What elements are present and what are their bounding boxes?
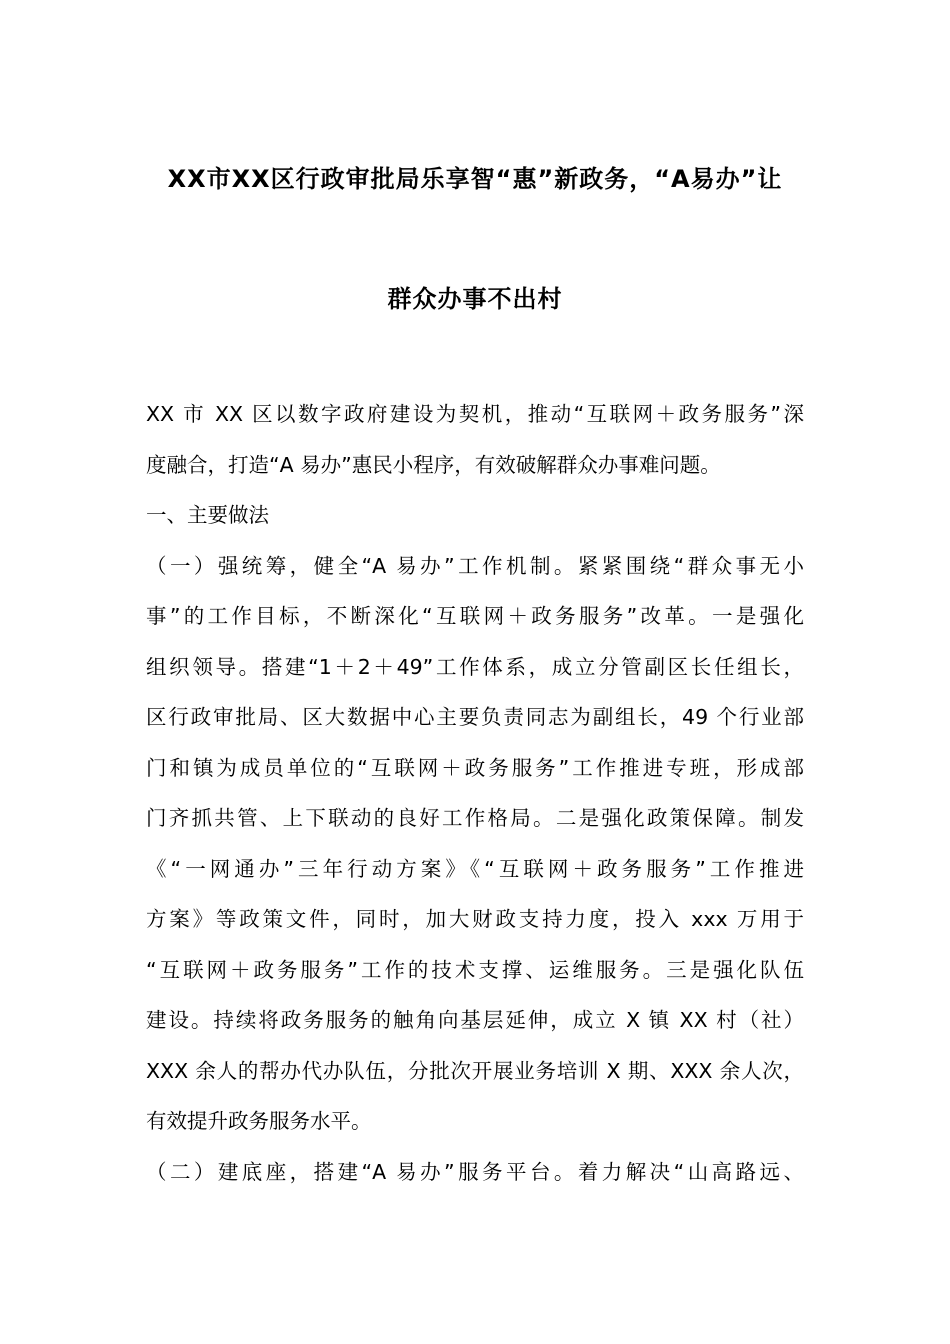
paragraph-1-line-7: 《“一网通办”三年行动方案》《“互联网＋政务服务”工作推进 [146, 856, 804, 881]
paragraph-1-line-2: 事”的工作目标，不断深化“互联网＋政务服务”改革。一是强化 [146, 604, 804, 628]
paragraph-1-line-6: 门齐抓共管、上下联动的良好工作格局。二是强化政策保障。制发 [146, 806, 804, 830]
paragraph-1-line-1: （一）强统筹，健全“A 易办”工作机制。紧紧围绕“群众事无小 [146, 553, 804, 578]
document-title-line-1: XX市XX区行政审批局乐享智“惠”新政务，“A易办”让 [167, 165, 783, 193]
paragraph-intro-line-1: XX 市 XX 区以数字政府建设为契机，推动“互联网＋政务服务”深 [146, 402, 804, 426]
section-heading-main-practices: 一、主要做法 [146, 503, 269, 527]
paragraph-1-line-3: 组织领导。搭建“1＋2＋49”工作体系，成立分管副区长任组长， [146, 654, 804, 679]
document-title-line-2: 群众办事不出村 [387, 285, 563, 313]
paragraph-1-line-8: 方案》等政策文件，同时，加大财政支持力度，投入 xxx 万用于 [146, 907, 804, 931]
paragraph-1-line-10: 建设。持续将政务服务的触角向基层延伸，成立 X 镇 XX 村（社） [146, 1008, 804, 1032]
document-body [146, 394, 804, 1202]
paragraph-1-line-5: 门和镇为成员单位的“互联网＋政务服务”工作推进专班，形成部 [146, 755, 804, 780]
paragraph-1-line-4: 区行政审批局、区大数据中心主要负责同志为副组长，49 个行业部 [146, 705, 804, 729]
paragraph-1-line-9: “互联网＋政务服务”工作的技术支撑、运维服务。三是强化队伍 [146, 957, 804, 982]
paragraph-2-line-1: （二）建底座，搭建“A 易办”服务平台。着力解决“山高路远、 [146, 1159, 804, 1184]
paragraph-1-line-11: XXX 余人的帮办代办队伍，分批次开展业务培训 X 期、XXX 余人次， [146, 1058, 804, 1083]
paragraph-1-line-12: 有效提升政务服务水平。 [146, 1109, 372, 1133]
paragraph-intro-line-2: 度融合，打造“A 易办”惠民小程序，有效破解群众办事难问题。 [146, 452, 721, 477]
